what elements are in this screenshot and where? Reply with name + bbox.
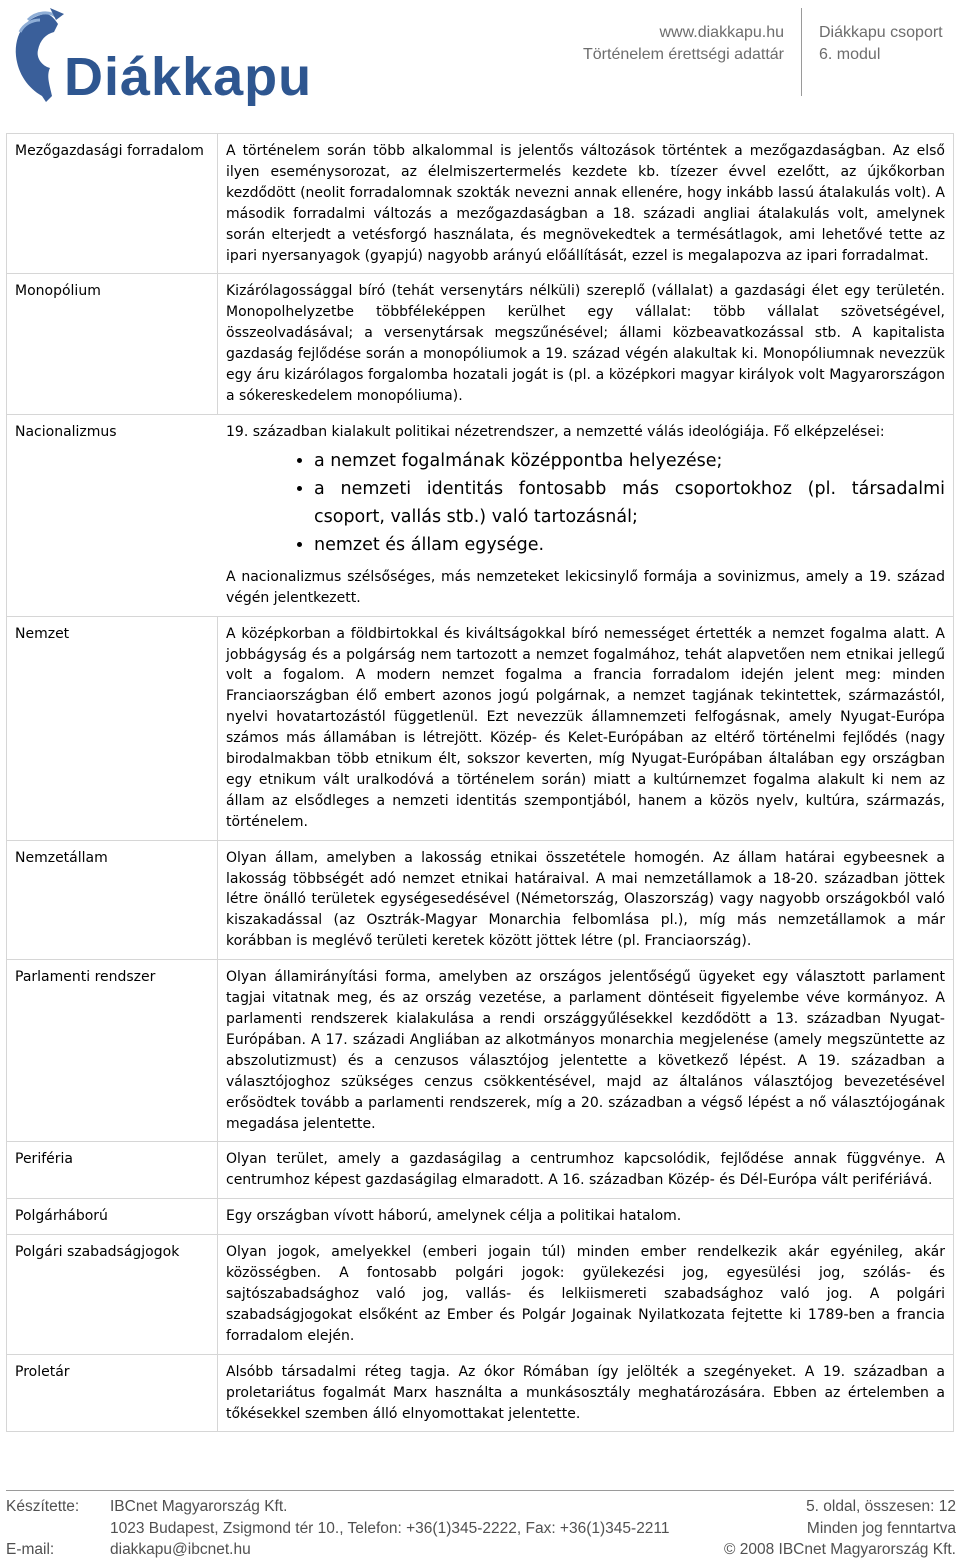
term-cell: Nemzetállam [6,840,218,960]
company-address: 1023 Budapest, Zsigmond tér 10., Telefon: +36(1)345-2222, Fax: +36(1)345-2211 [110,1519,670,1537]
rights-text: Minden jog fenntartva [806,1519,956,1537]
term-cell: Nacionalizmus [6,414,218,616]
definition-cell: Olyan állam, amelyben a lakosság etnikai összetétele homogén. Az állam határai egybeesnek a lakosság többségét adó nemzet etnikai határaival. A mai nemzetállamok a 18-20. században jöttek létre önálló területek egységesedésével (Németország, Olaszország) vagy nagyobb országokból való kiszakadással (az Osztrák-Magyar Monarchia felbomlása pl.), míg más nemzetállamok a már korábban is meglévő területi keretek között jöttek létre (pl. Franciaország). [218,840,954,960]
definition-cell [218,414,954,616]
term-cell: Nemzet [6,616,218,840]
page-number: 5. oldal, összesen: 12 [806,1498,956,1515]
definition-cell: Olyan terület, amely a gazdaságilag a centrumhoz kapcsolódik, fejlődése annak függvénye. A centrumhoz képest gazdaságilag elmaradott. A 16. században Közép- és Dél-Európa vált perifériává. [218,1141,954,1198]
table-row [6,1198,954,1234]
term-cell: Parlamenti rendszer [6,959,218,1141]
header-module-info [819,22,943,66]
copyright-text: © 2008 IBCnet Magyarország Kft. [724,1541,956,1558]
module-number: 6. modul [819,46,881,63]
term-cell: Proletár [6,1354,218,1433]
table-row [6,414,954,616]
definition-cell: Egy országban vívott háború, amelynek célja a politikai hatalom. [218,1198,954,1234]
page-header [0,0,960,118]
definition-cell: Olyan jogok, amelyekkel (emberi jogain túl) minden ember rendelkezik akár egyénileg, akár közösségben. A fontosabb polgári jogok: gyülekezési jog, egyesülési jog, szólás- és sajtószabadsághoz való jog, vallás- és lelkiismereti szabadsághoz való jog. A polgári szabadságjogokat elsőként az Ember és Polgár Jogainak Nyilatkozata fejtette ki 1789-ben a francia forradalom elején. [218,1234,954,1354]
header-divider [801,8,802,96]
company-name: IBCnet Magyarország Kft. [110,1498,288,1515]
email-label: E-mail: [6,1541,55,1558]
table-row [6,133,954,273]
term-cell: Mezőgazdasági forradalom [6,133,218,273]
term-cell: Periféria [6,1141,218,1198]
term-cell: Polgári szabadságjogok [6,1234,218,1354]
glossary [6,133,954,1432]
definition-intro: 19. században kialakult politikai nézetrendszer, a nemzetté válás ideológiája. Fő elképzelései: [226,423,885,440]
definition-tail: A nacionalizmus szélsőséges, más nemzeteket lekicsinylő formája a sovinizmus, amely a 19. század végén jelentkezett. [226,568,945,606]
footer-divider [6,1490,954,1491]
definition-cell: Olyan államirányítási forma, amelyben az országos jelentőségű ügyeket egy választott parlament tagjai vitatnak meg, és az ország vezetése, a parlament döntéseit figyelembe véve kormányoz. A parlamenti rendszerek kialakulása a rendi országgyűlésekkel kezdődött a 13. században Nyugat-Európában. A 17. századi Angliában az alkotmányos monarchia megjelenése (amely megszüntette az abszolutizmust) és a cenzusos választójog jelentette a következő lépést. A 19. században a választójoghoz szükséges cenzus csökkentésével, majd az általános választójog bevezetésével erősödtek tovább a parlamenti rendszerek, míg a 20. században a végső lépést a nő választójogának megadása jelentette. [218,959,954,1141]
site-subtitle: Történelem érettségi adattár [583,46,784,63]
definition-cell: A középkorban a földbirtokkal és kiváltságokkal bíró nemességet értették a nemzet fogalma alatt. A jobbágyság és a polgárság nem tartozott a nemzet fogalmához, tehát alapvetően nem etnikai jellegű volt a fogalom. A modern nemzet fogalma a francia forradalom idején jelent meg: minden Franciaországban élő embert azonos jogú polgárnak, a nemzet tagjának tekintettek, származástól, nyelvi hovatartozástól függetlenül. Ezt nevezzük államnemzeti felfogásnak, amely Nyugat-Európa számos más államában is létrejött. Közép- és Kelet-Európában az eltérő történelmi fejlődés (nagy birodalmakban több etnikum élt, sokszor keverten, míg Nyugat-Európában általában egy országban egy etnikum vált uralkodóvá a történelem során) miatt a kultúrnemzet fogalma alakult ki nem az állam az elsődleges a nemzeti identitás szempontjából, hanem a közös nyelv, kultúra, származás, történelem. [218,616,954,840]
diakkapu-logo[interactable] [6,6,313,107]
email-link[interactable]: diakkapu@ibcnet.hu [110,1541,251,1558]
definition-cell: Kizárólagossággal bíró (tehát versenytárs nélküli) szereplő (vállalat) a gazdasági élet egy területén. Monopolhelyzetbe többféleképpen kerülhet egy vállalat: több vállalat szövetségével, összeolvadásával; a versenytársak megszűnésével; állami közbeavatkozással stb. A kapitalista gazdaság fejlődése során a monopóliumok a 19. század végén alakultak ki. Monopóliumnak nevezzük egy áru kizárólagos forgalomba hozatali jogát is (pl. a középkori magyar királyok volt Magyarországon a sókereskedelem monopóliuma). [218,273,954,413]
table-row [6,959,954,1141]
header-site-info [583,22,784,66]
made-by-label: Készítette: [6,1498,80,1515]
table-row [6,616,954,840]
table-row [6,1234,954,1354]
group-name: Diákkapu csoport [819,24,943,41]
list-item: • a nemzeti identitás fontosabb más csoportokhoz (pl. társadalmi csoport, vallás stb.) való tartozásnál; [314,475,945,531]
site-url[interactable]: www.diakkapu.hu [659,24,784,41]
table-row [6,1354,954,1433]
term-cell: Polgárháború [6,1198,218,1234]
table-row [6,1141,954,1198]
definition-cell: Alsóbb társadalmi réteg tagja. Az ókor Rómában így jelölték a szegényeket. A 19. században a proletariátus fogalmát Marx használta a munkásosztály meghatározására. Ebben az értelemben a tőkésekkel szemben álló elnyomottakat jelentette. [218,1354,954,1433]
list-item: • nemzet és állam egysége. [314,531,945,559]
logo-wordmark: Diákkapu [64,47,313,107]
glossary-table [6,133,954,1432]
list-item: • a nemzet fogalmának középpontba helyezése; [314,447,945,475]
definition-cell: A történelem során több alkalommal is jelentős változások történtek a mezőgazdaságban. Az első ilyen eseménysorozat, az élelmiszertermelés kezdete kb. tízezer évvel ezelőtt, az újkőkorban kezdődött (neolit forradalomnak szokták nevezni annak ellenére, hogy inkább lassú átalakulás volt). A második forradalmi változás a mezőgazdaságban a 18. századi angliai átalakulás volt, amelynek során elterjedt a vetésforgó használata, és megnövekedtek a termésátlagok, ami lehetővé tette az ipari nyersanyagok (gyapjú) nagyobb arányú előállítását, ezzel is megalapozva az ipari forradalmat. [218,133,954,273]
bullet-list [226,447,945,559]
table-row [6,273,954,413]
table-row [6,840,954,960]
term-cell: Monopólium [6,273,218,413]
